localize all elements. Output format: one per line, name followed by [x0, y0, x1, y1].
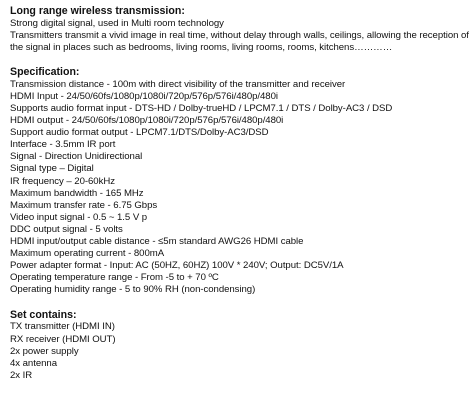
- spec-line: Video input signal - 0.5 ~ 1.5 V p: [10, 211, 148, 223]
- specification-heading: Specification:: [10, 66, 80, 79]
- spec-line: Support audio format output - LPCM7.1/DTS/Dolby-AC3/DSD: [10, 127, 269, 139]
- spec-line: Interface - 3.5mm IR port: [10, 139, 116, 151]
- set-item: TX transmitter (HDMI IN): [10, 321, 115, 333]
- set-item: RX receiver (HDMI OUT): [10, 333, 116, 345]
- set-contains-section: [10, 309, 412, 382]
- set-item: 2x power supply: [10, 345, 79, 357]
- spec-line: HDMI output - 24/50/60fs/1080p/1080i/720p/576p/576i/480p/480i: [10, 115, 284, 127]
- spec-line: Maximum operating current - 800mA: [10, 248, 165, 260]
- spec-line: Operating temperature range - From -5 to + 70 ºC: [10, 272, 219, 284]
- wireless-line: the signal in places such as bedrooms, living rooms, living rooms, rooms, kitchens…………: [10, 41, 393, 53]
- spec-line: Signal - Direction Unidirectional: [10, 151, 143, 163]
- spec-line: Supports audio format input - DTS-HD / Dolby-trueHD / LPCM7.1 / DTS / Dolby-AC3 / DSD: [10, 102, 393, 114]
- section-spacer: [10, 296, 412, 309]
- spec-line: Maximum transfer rate - 6.75 Gbps: [10, 199, 158, 211]
- wireless-line: Transmitters transmit a vivid image in real time, without delay through walls, ceilings, allowing the reception of: [10, 29, 469, 41]
- set-item: 4x antenna: [10, 357, 57, 369]
- set-item: 2x IR: [10, 369, 33, 381]
- specification-section: [10, 66, 412, 296]
- section-spacer: [10, 54, 412, 67]
- wireless-heading: Long range wireless transmission:: [10, 5, 185, 17]
- spec-line: Signal type – Digital: [10, 163, 94, 175]
- set-contains-heading: Set contains:: [10, 308, 77, 321]
- spec-line: Maximum bandwidth - 165 MHz: [10, 187, 144, 199]
- spec-line: IR frequency – 20-60kHz: [10, 175, 115, 187]
- spec-line: Transmission distance - 100m with direct visibility of the transmitter and receiver: [10, 78, 346, 90]
- wireless-section: [10, 5, 469, 54]
- spec-line: HDMI input/output cable distance - ≤5m standard AWG26 HDMI cable: [10, 236, 304, 247]
- wireless-line: Strong digital signal, used in Multi room technology: [10, 17, 224, 29]
- spec-line: Operating humidity range - 5 to 90% RH (non-condensing): [10, 284, 256, 296]
- spec-line: Power adapter format - Input: AC (50HZ, 60HZ) 100V * 240V; Output: DC5V/1A: [10, 260, 344, 272]
- spec-line: HDMI Input - 24/50/60fs/1080p/1080i/720p/576p/576i/480p/480i: [10, 90, 278, 102]
- spec-line: DDC output signal - 5 volts: [10, 223, 123, 235]
